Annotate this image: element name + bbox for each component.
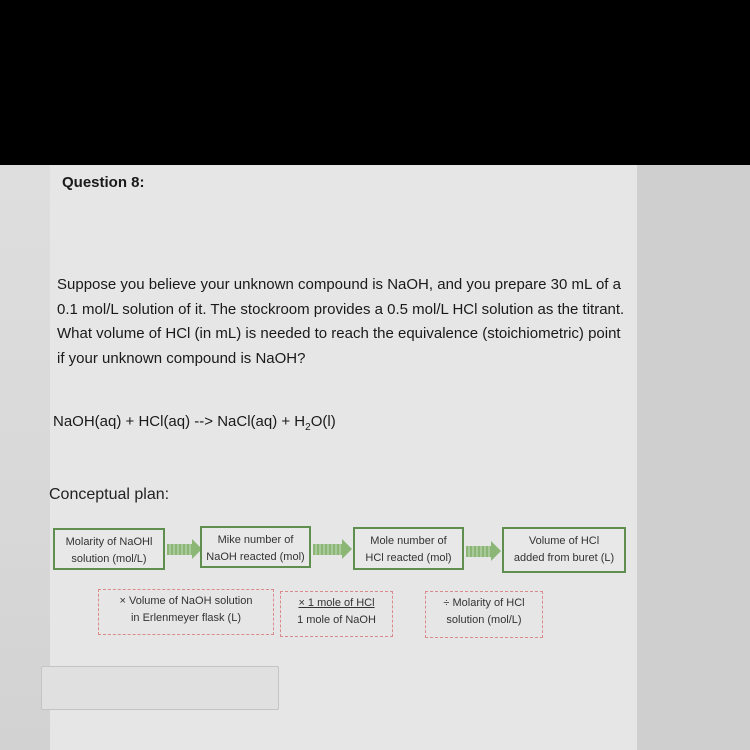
factor-hcl-molarity (425, 591, 543, 638)
equation-right: O(l) (310, 413, 336, 430)
factor-numerator: × 1 mole of HCl (298, 597, 375, 609)
plan-arrow (167, 544, 193, 555)
reaction-equation (53, 413, 336, 433)
factor-line: solution (mol/L) (446, 614, 522, 626)
question-text: Suppose you believe your unknown compound is NaOH, and you prepare 30 mL of a 0.1 mol/L solution of it. The stockroom provides a 0.5 mol/L HCl solution as the titrant. What volume of HCl (in mL) is needed to reach the equivalence (stoichiometric) point if your unknown compound is NaOH? (57, 276, 625, 367)
factor-volume-naoh (98, 589, 274, 635)
plan-box-hcl-volume (502, 527, 626, 573)
plan-box-line: added from buret (L) (513, 552, 615, 564)
factor-mole-ratio (280, 591, 393, 637)
plan-box-line: Molarity of NaOHl (65, 536, 153, 548)
plan-box-naoh-moles (200, 526, 311, 568)
factor-line: in Erlenmeyer flask (L) (130, 612, 242, 624)
plan-box-line: solution (mol/L) (71, 553, 147, 565)
equation-subscript: 2 (305, 422, 311, 433)
question-title: Question 8: (62, 174, 145, 191)
plan-box-line: NaOH reacted (mol) (206, 551, 305, 563)
plan-box-line: Volume of HCl (528, 535, 600, 547)
plan-box-line: Mole number of (370, 535, 447, 547)
plan-box-line: Mike number of (217, 534, 294, 546)
factor-line: × Volume of NaOH solution (119, 595, 253, 607)
conceptual-plan-label: Conceptual plan: (49, 486, 170, 503)
plan-arrow (466, 546, 492, 557)
equation-left: NaOH(aq) + HCl(aq) --> NaCl(aq) + H (53, 413, 306, 430)
plan-box-line: HCl reacted (mol) (365, 552, 452, 564)
factor-line: ÷ Molarity of HCl (443, 597, 525, 609)
page-margin (636, 165, 750, 750)
factor-denominator: 1 mole of NaOH (297, 614, 376, 626)
answer-input[interactable] (41, 666, 279, 710)
question-panel (50, 165, 637, 750)
plan-box-naoh-molarity (53, 528, 165, 570)
plan-arrow (313, 544, 343, 555)
plan-box-hcl-moles (353, 527, 464, 570)
